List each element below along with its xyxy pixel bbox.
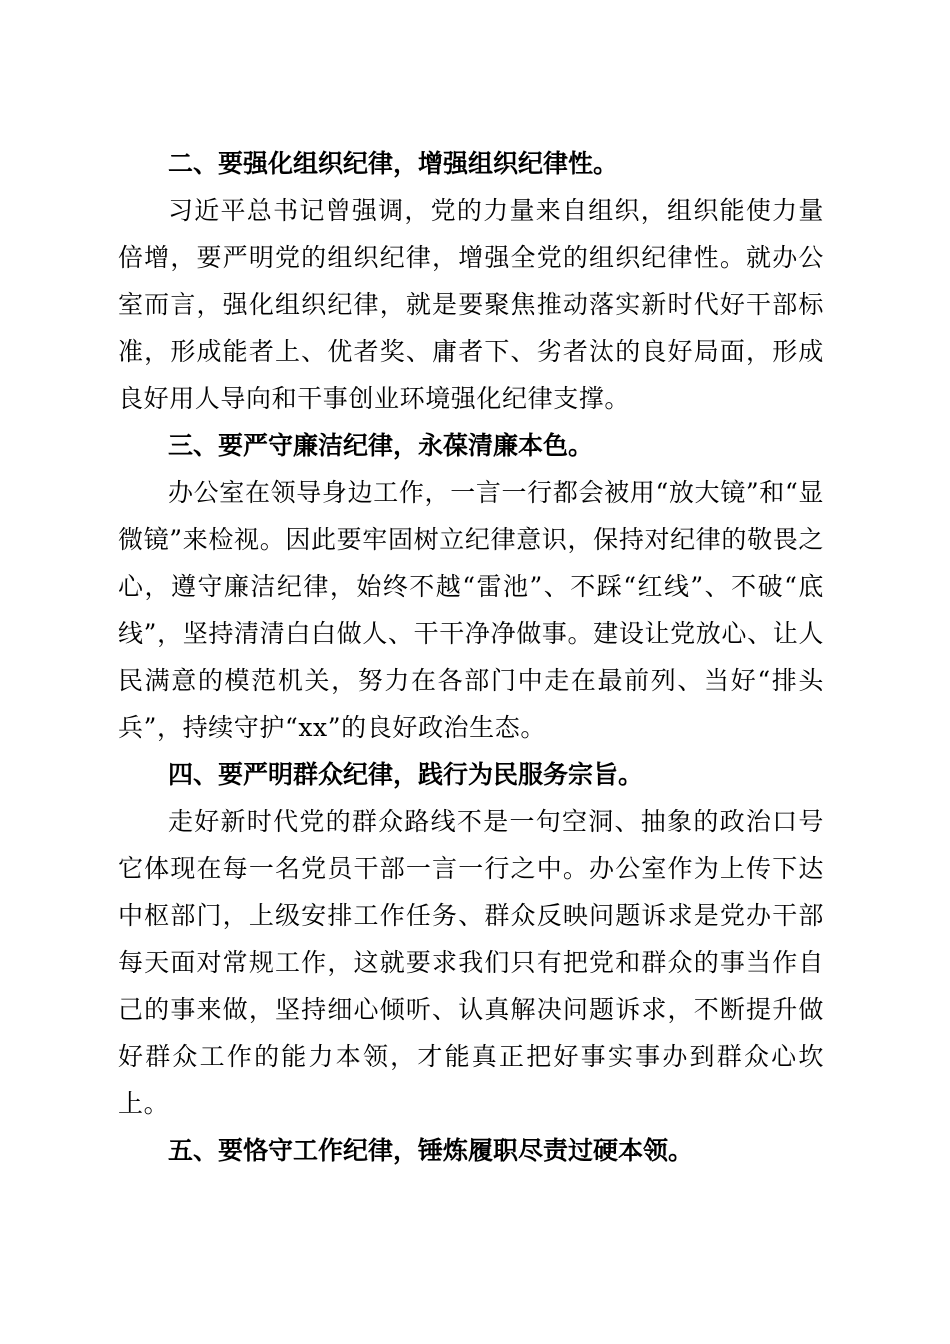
section-heading-organization-discipline: 二、要强化组织纪律，增强组织纪律性。 [168,149,619,178]
section-heading-work-discipline: 五、要恪守工作纪律，锤炼履职尽责过硬本领。 [168,1136,694,1165]
section-heading-mass-discipline: 四、要严明群众纪律，践行为民服务宗旨。 [168,760,644,789]
document-body [118,140,824,1174]
section-paragraph-mass-discipline: 走好新时代党的群众路线不是一句空洞、抽象的政治口号它体现在每一名党员干部一言一行之中。办公室作为上传下达中枢部门，上级安排工作任务、群众反映问题诉求是党办干部每天面对常规工作，这就要求我们只有把党和群众的事当作自己的事来做，坚持细心倾听、认真解决问题诉求，不断提升做好群众工作的能力本领，才能真正把好事实事办到群众心坎上。 [118,807,824,1118]
section-heading-integrity-discipline: 三、要严守廉洁纪律，永葆清廉本色。 [168,431,594,460]
section-paragraph-organization-discipline: 习近平总书记曾强调，党的力量来自组织，组织能使力量倍增，要严明党的组织纪律，增强全党的组织纪律性。就办公室而言，强化组织纪律，就是要聚焦推动落实新时代好干部标准，形成能者上、优者奖、庸者下、劣者汰的良好局面，形成良好用人导向和干事创业环境强化纪律支撑。 [118,196,824,413]
section-paragraph-integrity-discipline: 办公室在领导身边工作，一言一行都会被用“放大镜”和“显微镜”来检视。因此要牢固树立纪律意识，保持对纪律的敬畏之心，遵守廉洁纪律，始终不越“雷池”、不踩“红线”、不破“底线”，坚持清清白白做人、干干净净做事。建设让党放心、让人民满意的模范机关，努力在各部门中走在最前列、当好“排头兵”，持续守护“xx”的良好政治生态。 [118,478,824,742]
